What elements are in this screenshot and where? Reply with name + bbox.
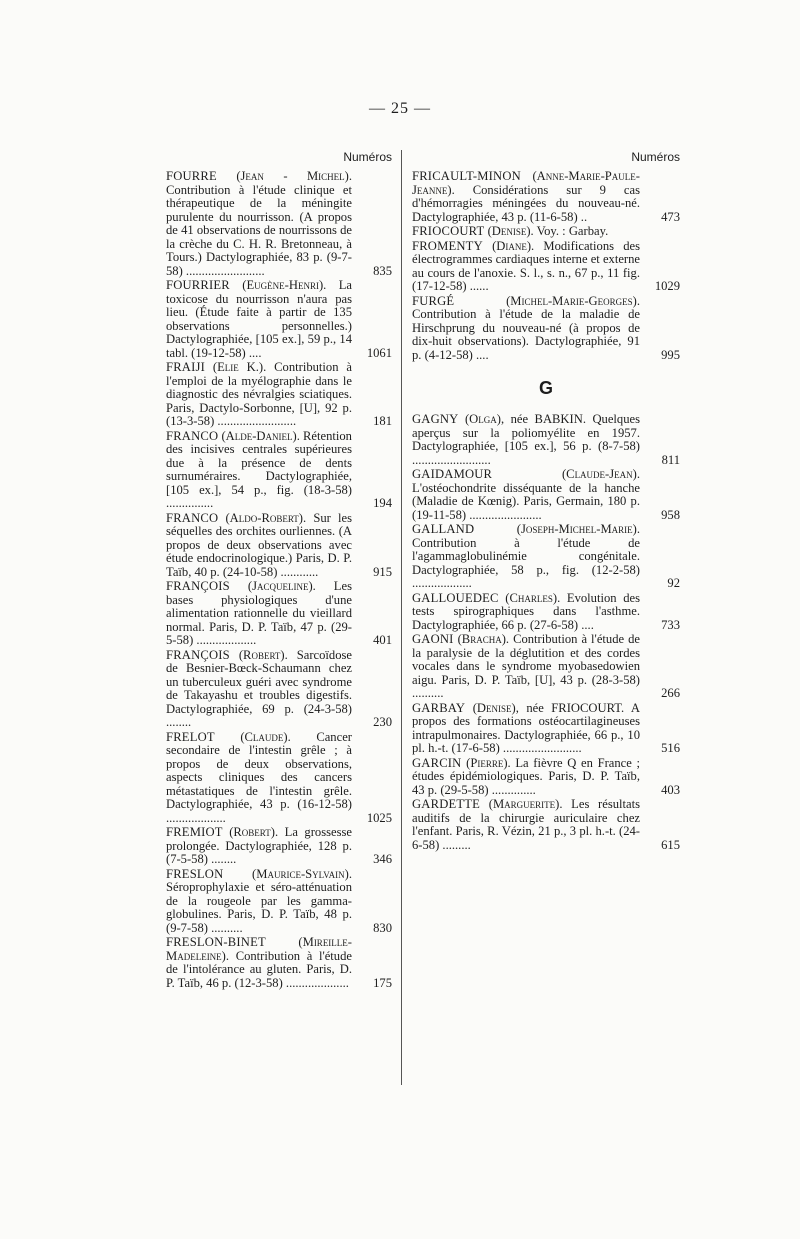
entry-number: 516 (661, 741, 680, 755)
entry-number: 346 (373, 852, 392, 866)
entry-author: GAGNY (412, 412, 459, 426)
entry-description: Les résultats auditifs de la chirurgie auriculaire chez l'enfant. Paris, R. Vézin, 21 p., 3 pl. h.-t. (24-6-58) ......... (412, 797, 640, 852)
entry-number: 835 (373, 263, 392, 278)
entry-given-name: (Denise). (487, 224, 534, 238)
entry-number: 266 (661, 686, 680, 700)
list-item (412, 295, 680, 363)
entry-number: 1025 (366, 810, 392, 825)
list-item (412, 523, 680, 591)
entry-given-name: (Elie K.). (212, 360, 267, 374)
entry-list-left (166, 170, 392, 990)
entry-given-name: (Michel-Marie-Georges). (506, 293, 640, 308)
entry-text (412, 633, 640, 701)
entry-given-name: (Claude-Jean). (561, 467, 640, 481)
entry-number: 830 (373, 920, 392, 935)
list-item (412, 633, 680, 701)
entry-author: FRESLON (166, 866, 224, 881)
entry-number: 915 (373, 564, 392, 579)
entry-number: 473 (661, 209, 680, 224)
entry-given-name: (Robert). (238, 647, 288, 662)
entry-list-right-top (412, 170, 680, 362)
entry-description: La toxicose du nourrisson n'aura pas lieu. (Étude faite à partir de 135 observations personnelles.) Dactylographiée, [105 ex.], 59 p., 14 tabl. (19-12-58) .... (166, 278, 352, 360)
entry-description: née BABKIN. Quelques aperçus sur la poliomyélite en 1957. Dactylographiée, [105 ex.], 56 p. (8-7-58) ......................... (412, 412, 641, 467)
entry-text (412, 413, 640, 467)
entry-given-name: (Charles). (505, 590, 561, 605)
entry-text (166, 279, 352, 360)
entry-author: GARDETTE (412, 797, 481, 811)
entry-given-name: (Olga), (464, 412, 505, 426)
entry-given-name: (Pierre). (466, 755, 511, 770)
left-column (166, 150, 392, 991)
entry-given-name: (Joseph-Michel-Marie). (516, 522, 640, 536)
entry-text (412, 225, 640, 239)
entry-description: Séroprophylaxie et séro-atténuation de la rougeole par les gamma-globulines. Paris, D. P. Taïb, 48 p. (9-7-58) .......... (166, 880, 352, 935)
entry-author: GARCIN (412, 755, 462, 770)
entry-given-name: (Alde-Daniel). (221, 428, 300, 443)
entry-given-name: (Robert). (229, 825, 279, 839)
entry-given-name: (Jean - Michel). (236, 169, 352, 183)
entry-given-name: (Aldo-Robert). (225, 510, 307, 525)
entry-author: GAIDAMOUR (412, 467, 493, 481)
entry-number: 175 (373, 975, 392, 990)
entry-text (166, 868, 352, 936)
entry-given-name: (Denise), (472, 700, 519, 715)
list-item (166, 826, 392, 867)
list-item (412, 468, 680, 522)
list-item (412, 170, 680, 224)
entry-number: 615 (661, 837, 680, 852)
entry-number: 733 (661, 617, 680, 632)
entry-given-name: (Bracha). (457, 632, 510, 646)
page-number: — 25 — (369, 100, 431, 117)
column-header-left: Numéros (343, 150, 392, 164)
entry-author: FRANÇOIS (166, 579, 230, 593)
entry-description: Modifications des électrogrammes cardiaques interne et externe au cours de l'anoxie. S. l., s. n., 67 p., 11 fig. (17-12-58) ...... (412, 238, 640, 293)
entry-description: Voy. : Garbay. (536, 224, 609, 238)
list-item (166, 279, 392, 360)
entry-author: FRANÇOIS (166, 647, 230, 662)
entry-author: FRICAULT-MINON (412, 169, 521, 183)
entry-text (166, 361, 352, 429)
entry-description: Rétention des incisives centrales supérieures due à la présence de dents surnuméraires. Dactylographiée, [105 ex.], 54 p., fig. (18-3-58) ............... (166, 428, 352, 510)
entry-author: GALLAND (412, 522, 475, 536)
entry-text (166, 512, 352, 580)
entry-description: Considérations sur 9 cas d'hémorragies méningées du nouveau-né. Dactylographiée, 43 p. (11-6-58) .. (412, 182, 640, 224)
entry-author: FROMENTY (412, 238, 483, 253)
entry-text (412, 757, 640, 798)
list-item (166, 430, 392, 511)
list-item (412, 225, 680, 239)
entry-description: Cancer secondaire de l'intestin grêle ; à propos de deux observations, aspects cliniques des cancers métastatiques de l'intestin grêle. Dactylographiée, 43 p. (16-12-58) ................... (166, 729, 352, 825)
entry-text (166, 580, 352, 648)
entry-author: FRANCO (166, 428, 219, 443)
list-item (166, 580, 392, 648)
entry-number: 403 (661, 782, 680, 797)
entry-given-name: (Maurice-Sylvain). (252, 866, 352, 881)
entry-author: FRIOCOURT (412, 224, 485, 238)
entry-text (166, 826, 352, 867)
list-item (412, 413, 680, 467)
entry-number: 194 (373, 496, 392, 510)
entry-description: La grossesse prolongée. Dactylographiée, 128 p. (7-5-58) ........ (166, 825, 352, 866)
entry-given-name: (Jacqueline). (247, 579, 316, 593)
entry-given-name: (Eugène-Henri). (242, 278, 327, 292)
entry-description: Contribution à l'emploi de la myélographie dans le diagnostic des névralgies sciatiques. Paris, Dactylo-Sorbonne, [U], 92 p. (13-3-58) ......................... (166, 360, 352, 428)
entry-text (166, 170, 352, 278)
list-item (166, 731, 392, 826)
entry-number: 995 (661, 347, 680, 362)
entry-given-name: (Diane). (492, 238, 535, 253)
right-column (412, 150, 680, 853)
entry-description: Contribution à l'étude de l'agammaglobulinémie congénitale. Dactylographiée, 58 p., fig. (12-2-58) ................... (412, 535, 640, 590)
entry-description: Les bases physiologiques d'une alimentation rationnelle du vieillard normal. Paris, D. P. Taïb, 47 p. (29-5-58) ................... (166, 579, 352, 647)
entry-author: FREMIOT (166, 825, 223, 839)
entry-description: née FRIOCOURT. A propos des formations ostéocartilagineuses intrapulmonaires. Dactylographiée, 66 p., 10 pl. h.-t. (17-6-58) ......................... (412, 700, 640, 755)
column-header-right: Numéros (631, 150, 680, 164)
entry-author: FRESLON-BINET (166, 935, 266, 949)
entry-description: Sarcoïdose de Besnier-Bœck-Schaumann chez un tuberculeux guéri avec syndrome de Takayashu et troubles digestifs. Dactylographiée, 69 p. (24-3-58) ........ (166, 647, 352, 729)
entry-author: FRELOT (166, 729, 215, 744)
entry-text (412, 240, 640, 294)
entry-description: Evolution des tests spirographiques dans l'asthme. Dactylographiée, 66 p. (27-6-58) .... (412, 590, 640, 632)
entry-number: 230 (373, 715, 392, 729)
entry-author: FOURRIER (166, 278, 230, 292)
entry-number: 1061 (366, 345, 392, 360)
entry-given-name: (Marguerite). (488, 797, 563, 811)
entry-text (166, 430, 352, 511)
entry-description: La fièvre Q en France ; études épidémiologiques. Paris, D. P. Taïb, 43 p. (29-5-58) .............. (412, 755, 640, 797)
entry-text (412, 170, 640, 224)
list-item (412, 798, 680, 852)
entry-description: Contribution à l'étude de l'intolérance au gluten. Paris, D. P. Taïb, 46 p. (12-3-58) .................... (166, 948, 352, 990)
entry-author: FRAIJI (166, 360, 205, 374)
entry-text (412, 798, 640, 852)
entry-number: 958 (661, 507, 680, 522)
entry-text (166, 649, 352, 730)
entry-author: GALLOUEDEC (412, 590, 499, 605)
entry-author: GAONI (412, 632, 454, 646)
entry-given-name: (Claude). (240, 729, 291, 744)
entry-author: GARBAY (412, 700, 466, 715)
entry-given-name: (Mireille-Madeleine). (166, 935, 352, 963)
entry-text (412, 702, 640, 756)
entry-text (412, 592, 640, 633)
list-item (166, 170, 392, 278)
entry-author: FOURRE (166, 169, 217, 183)
entry-number: 401 (373, 633, 392, 647)
entry-number: 181 (373, 414, 392, 428)
list-item (412, 592, 680, 633)
entry-description: L'ostéochondrite disséquante de la hanche (Maladie de Kœnig). Paris, Germain, 180 p. (19-11-58) ....................... (412, 480, 640, 522)
list-item (166, 868, 392, 936)
list-item (166, 649, 392, 730)
column-divider (401, 150, 402, 1085)
entry-description: Contribution à l'étude de la paralysie de la déglutition et des cordes vocales dans le syndrome myobasedowien aigu. Paris, D. P. Taïb, [U], 43 p. (28-3-58) .......... (412, 632, 640, 700)
list-item (412, 702, 680, 756)
entry-text (166, 731, 352, 826)
list-item (412, 240, 680, 294)
section-letter: G (538, 378, 553, 398)
entry-number: 1029 (654, 279, 680, 293)
entry-text (412, 523, 640, 591)
entry-text (412, 468, 640, 522)
list-item (166, 361, 392, 429)
list-item (412, 757, 680, 798)
entry-description: Sur les séquelles des orchites ourliennes. (A propos de deux observations avec étude endocrinologique.) Paris, D. P. Taïb, 40 p. (24-10-58) ............ (166, 510, 352, 579)
list-item (166, 936, 392, 990)
entry-given-name: (Anne-Marie-Paule-Jeanne). (412, 169, 640, 197)
entry-text (166, 936, 352, 990)
entry-list-right-bottom (412, 413, 680, 852)
entry-author: FURGÉ (412, 293, 455, 308)
entry-author: FRANCO (166, 510, 219, 525)
entry-number: 811 (661, 452, 680, 467)
list-item (166, 512, 392, 580)
entry-number: 92 (667, 576, 680, 590)
entry-description: Contribution à l'étude de la maladie de Hirschprung du nouveau-né (à propos de dix-huit observations). Dactylographiée, 91 p. (4-12-58) .... (412, 307, 640, 362)
entry-text (412, 295, 640, 363)
entry-description: Contribution à l'étude clinique et thérapeutique de la méningite purulente du nourrisson. (A propos de 41 observations de nourrissons de la crèche du C. H. R. Bretonneau, à Tours.) Dactylographiée, 83 p. (9-7-58) ......................... (166, 182, 352, 278)
